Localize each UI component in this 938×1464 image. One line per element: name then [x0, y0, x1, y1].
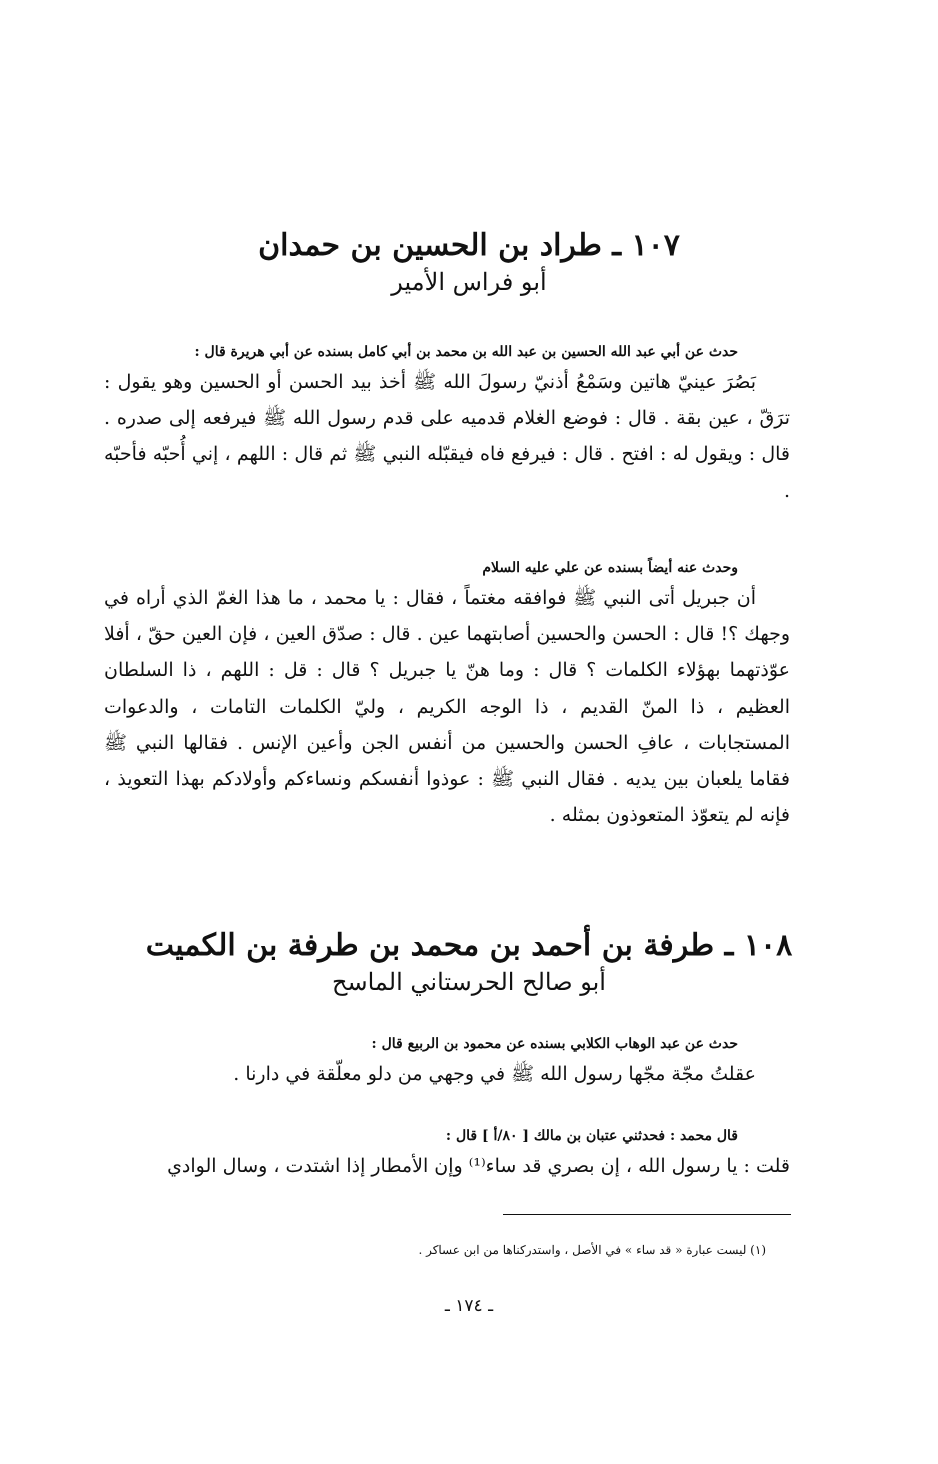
- entry-107-isnad-1: حدث عن أبي عبد الله الحسين بن عبد الله بن محمد بن أبي كامل بسنده عن أبي هريرة قال :: [194, 344, 738, 360]
- entry-107-section-2: [104, 556, 790, 833]
- entry-108-isnad-1: حدث عن عبد الوهاب الكلابي بسنده عن محمود بن الربيع قال :: [371, 1036, 738, 1052]
- page-number: ـ ١٧٤ ـ: [444, 1296, 494, 1316]
- footnote: (١) ليست عبارة « قد ساء » في الأصل ، واستدركناها من ابن عساكر .: [418, 1243, 766, 1257]
- entry-108-isnad-2: قال محمد : فحدثني عتبان بن مالك [ ٨٠/أ ] قال :: [445, 1128, 738, 1144]
- entry-108-heading: [60, 926, 878, 998]
- entry-108-subtitle: أبو صالح الحرستاني الماسح: [332, 968, 606, 996]
- entry-107-subtitle: أبو فراس الأمير: [391, 268, 547, 296]
- entry-107-heading: [60, 226, 878, 298]
- entry-108-section-2: [104, 1124, 790, 1184]
- entry-108-title: ١٠٨ ـ طرفة بن أحمد بن محمد بن طرفة بن الكميت: [145, 928, 793, 963]
- entry-108-text-1: عقلتُ مجّة مجّها رسول الله ﷺ في وجهي من دلو معلّقة في دارنا .: [233, 1063, 756, 1085]
- entry-107-text-2: أن جبريل أتى النبي ﷺ فوافقه مغتماً ، فقال : يا محمد ، ما هذا الغمّ الذي أراه في وجهك ؟! قال : الحسن والحسين أصابتهما عين . قال : صدّق العين ، فإن العين حقّ ، أفلا عوّذتهما بهؤلاء الكلمات ؟ قال : وما هنّ يا جبريل ؟ قال : قل : اللهم ، ذا السلطان العظيم ، ذا المنّ القديم ، ذا الوجه الكريم ، وليّ الكلمات التامات ، والدعوات المستجابات ، عافِ الحسن والحسين من أنفس الجن وأعين الإنس . فقالها النبي ﷺ فقاما يلعبان بين يديه . فقال النبي ﷺ : عوذوا أنفسكم ونساءكم وأولادكم بهذا التعويذ ، فإنه لم يتعوّذ المتعوذون بمثله .: [104, 587, 790, 827]
- entry-107-text-1: بَصُرَ عينيّ هاتين وسَمْعُ أذنيّ رسولَ الله ﷺ أخذ بيد الحسن أو الحسين وهو يقول : ترَقّ ، عين بقة . قال : فوضع الغلام قدميه على قدم رسول الله ﷺ فيرفعه إلى صدره . قال : ويقول له : افتح . قال : فيرفع فاه فيقبّله النبي ﷺ ثم قال : اللهم ، إني أُحبّه فأحبّه .: [104, 371, 790, 502]
- footnote-divider: [503, 1214, 791, 1215]
- entry-108-text-2: قلت : يا رسول الله ، إن بصري قد ساء⁽¹⁾ وإن الأمطار إذا اشتدت ، وسال الوادي: [167, 1155, 790, 1177]
- entry-107-section-1: [104, 340, 790, 509]
- entry-108-section-1: [104, 1032, 790, 1092]
- entry-107-isnad-2: وحدث عنه أيضاً بسنده عن علي عليه السلام: [482, 560, 738, 576]
- entry-107-title: ١٠٧ ـ طراد بن الحسين بن حمدان: [258, 228, 680, 263]
